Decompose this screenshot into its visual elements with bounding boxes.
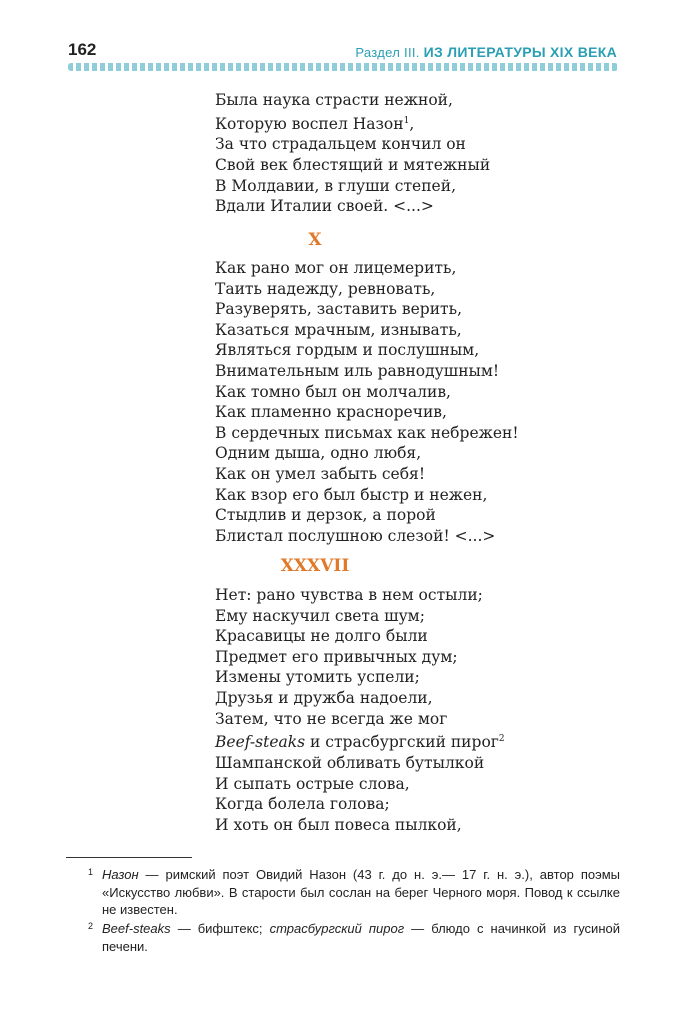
poem-line-text: Предмет его привычных дум; [215, 647, 458, 666]
footnote-term: Beef-steaks [102, 921, 171, 936]
section-title: ИЗ ЛИТЕРАТУРЫ XIX ВЕКА [423, 44, 617, 60]
poem-line [215, 606, 505, 627]
poem-line-text: И сыпать острые слова, [215, 774, 410, 793]
poem-line [215, 505, 519, 526]
poem-line [215, 526, 519, 547]
poem-line-text: В Молдавии, в глуши степей, [215, 176, 456, 195]
footnote-2 [88, 920, 620, 955]
footnote-ref[interactable]: 2 [498, 734, 505, 745]
footnote-number: 1 [88, 867, 94, 877]
poem-line: Которую воспел Назон$^1$, [215, 114, 415, 133]
poem-line-text: Шампанской обливать бутылкой [215, 753, 485, 772]
stanza-1 [215, 90, 490, 217]
poem-line [215, 626, 505, 647]
poem-line [215, 90, 490, 111]
poem-line [215, 382, 519, 403]
footnote-term: страсбургский пирог [269, 921, 405, 936]
poem-line [215, 647, 505, 668]
footnote-rule [66, 857, 192, 858]
footnote-text: — бифштекс; [170, 921, 270, 936]
poem-line [215, 443, 519, 464]
section-header [355, 44, 617, 60]
poem-line-text: Как пламенно красноречив, [215, 403, 447, 422]
poem-line-text: Свой век блестящий и мятежный [215, 155, 491, 174]
poem-line [215, 134, 490, 155]
poem-line-text: Одним дыша, одно любя, [215, 444, 422, 463]
poem-line-text: Как томно был он молчалив, [215, 382, 451, 401]
poem-line [215, 729, 505, 753]
poem-line [215, 279, 519, 300]
poem-line [215, 753, 505, 774]
poem-line-text: Являться гордым и послушным, [215, 341, 480, 360]
poem-line-text: За что страдальцем кончил он [215, 135, 466, 154]
footnote-number: 2 [88, 921, 94, 931]
poem-line-text: В сердечных письмах как небрежен! [215, 423, 519, 442]
poem-line [215, 815, 505, 836]
poem-line [215, 774, 505, 795]
poem-line [215, 585, 505, 606]
stanza-heading-x: X [308, 230, 322, 250]
footnote-text: — блюдо с начинкой из гусиной печени. [102, 921, 620, 954]
stanza-2 [215, 258, 519, 546]
poem-line-text: И хоть он был повеса пылкой, [215, 815, 462, 834]
section-prefix: Раздел III. [355, 45, 420, 60]
poem-line [215, 667, 505, 688]
poem-line [215, 688, 505, 709]
poem-line-text: Нет: рано чувства в нем остыли; [215, 586, 483, 604]
poem-line [215, 464, 519, 485]
poem-line-text: Которую воспел Назон [215, 114, 404, 133]
poem-line-text: Как рано мог он лицемерить, [215, 259, 457, 277]
poem-line [215, 402, 519, 423]
poem-line-text: Как взор его был быстр и нежен, [215, 485, 488, 504]
poem-line [215, 299, 519, 320]
poem-line [215, 361, 519, 382]
footnote-term: Назон [102, 867, 139, 882]
page-number: 162 [68, 40, 97, 59]
footnote-1 [88, 866, 620, 919]
poem-line [215, 423, 519, 444]
poem-line-text: Красавицы не долго были [215, 627, 428, 646]
poem-line-text: Внимательным иль равнодушным! [215, 361, 500, 380]
poem-line [215, 485, 519, 506]
poem-line [215, 176, 490, 197]
poem-line-text: Когда болела голова; [215, 795, 390, 814]
poem-line [215, 258, 519, 279]
stanza-heading-xxxvii: XXXVII [280, 556, 350, 576]
ornament-divider [68, 63, 618, 71]
poem-line-text: Таить надежду, ревновать, [215, 279, 436, 298]
poem-line-text: Вдали Италии своей. <...> [215, 197, 434, 216]
poem-line-text: Казаться мрачным, изнывать, [215, 320, 462, 339]
poem-line-text: Затем, что не всегда же мог [215, 709, 448, 728]
poem-line-text: Друзья и дружба надоели, [215, 688, 433, 707]
poem-line-text: Была наука страсти нежной, [215, 91, 453, 109]
poem-line-text: Разуверять, заставить верить, [215, 300, 462, 319]
poem-line-text: Стыдлив и дерзок, а порой [215, 506, 436, 525]
poem-line-text: Ему наскучил света шум; [215, 606, 425, 625]
footnote-ref[interactable]: 1 [403, 115, 410, 126]
poem-line [215, 709, 505, 730]
poem-line-text: Как он умел забыть себя! [215, 464, 426, 483]
poem-line [215, 196, 490, 217]
italic-term: Beef-steaks [215, 733, 306, 752]
poem-line-text: и страсбургский пирог [310, 733, 499, 752]
poem-line [215, 155, 490, 176]
footnote-text: — римский поэт Овидий Назон (43 г. до н. э.— 17 г. н. э.), автор поэмы «Искусство любви». В старости был сослан на берег Черного моря. Повод к ссылке не известен. [102, 867, 620, 917]
poem-line [215, 794, 505, 815]
poem-line [215, 340, 519, 361]
poem-line [215, 320, 519, 341]
poem-line-text: Блистал послушною слезой! <...> [215, 526, 496, 545]
stanza-3 [215, 585, 505, 835]
poem-line-text: Измены утомить успели; [215, 668, 420, 687]
